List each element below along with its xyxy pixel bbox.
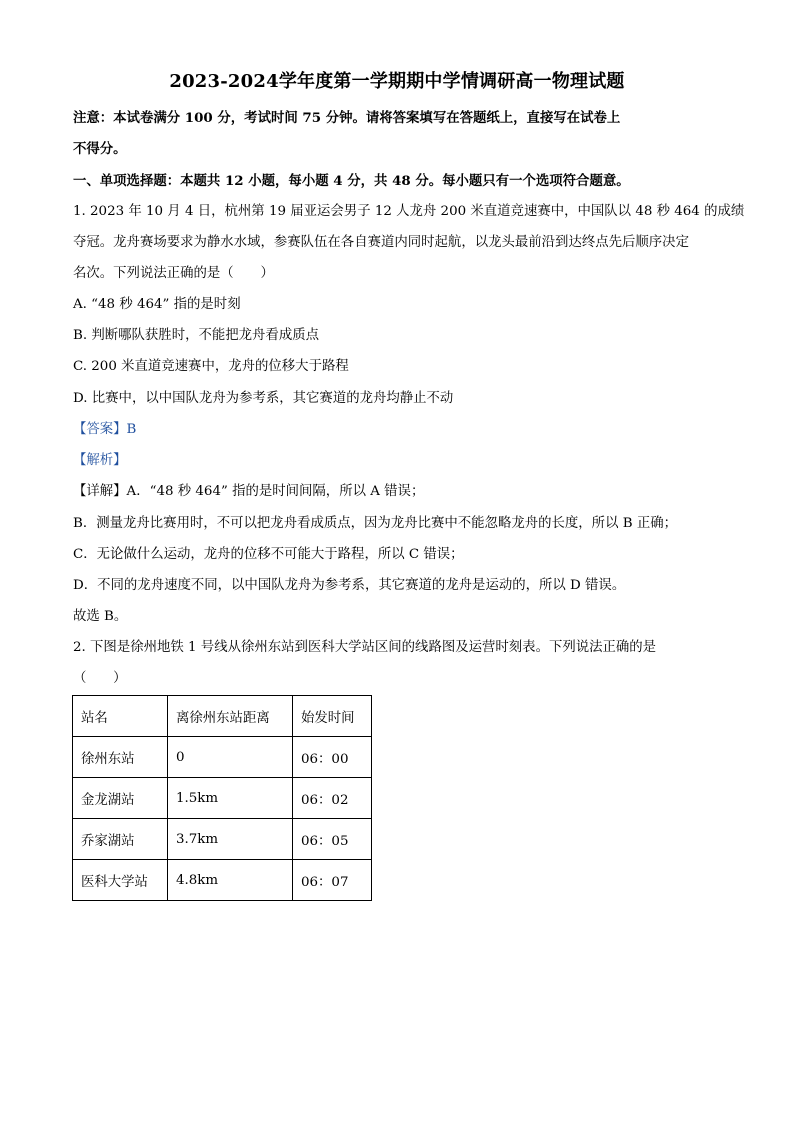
q2-stem-line-1: 2. 下图是徐州地铁 1 号线从徐州东站到医科大学站区间的线路图及运营时刻表。下列说法正确的是 bbox=[73, 640, 657, 655]
table-header-row bbox=[73, 696, 372, 737]
table-cell: 06：00 bbox=[293, 737, 372, 778]
q1-option-b: B. 判断哪队获胜时，不能把龙舟看成质点 bbox=[73, 328, 319, 343]
q1-analysis-label: 【解析】 bbox=[73, 453, 127, 468]
table-header-cell: 站名 bbox=[73, 696, 168, 737]
table-cell: 0 bbox=[168, 737, 293, 778]
q1-option-a: A. “48 秒 464” 指的是时刻 bbox=[73, 297, 241, 312]
table-cell: 乔家湖站 bbox=[73, 819, 168, 860]
table-row bbox=[73, 819, 372, 860]
subway-schedule-table bbox=[72, 695, 372, 901]
table-cell: 06：02 bbox=[293, 778, 372, 819]
q1-answer: 【答案】B bbox=[73, 422, 137, 437]
table-cell: 金龙湖站 bbox=[73, 778, 168, 819]
table-row bbox=[73, 778, 372, 819]
table-row bbox=[73, 737, 372, 778]
table-cell: 医科大学站 bbox=[73, 860, 168, 901]
table-cell: 3.7km bbox=[168, 819, 293, 860]
notice-line-1: 注意：本试卷满分 100 分，考试时间 75 分钟。请将答案填写在答题纸上，直接写在试卷上 bbox=[73, 110, 621, 126]
table-cell: 徐州东站 bbox=[73, 737, 168, 778]
q1-stem-line-3: 名次。下列说法正确的是（ ） bbox=[73, 266, 274, 281]
page-title: 2023-2024学年度第一学期期中学情调研高一物理试题 bbox=[169, 71, 625, 92]
table-header-cell: 离徐州东站距离 bbox=[168, 696, 293, 737]
table-header-cell: 始发时间 bbox=[293, 696, 372, 737]
q1-analysis-line-2: B．测量龙舟比赛用时，不可以把龙舟看成质点，因为龙舟比赛中不能忽略龙舟的长度，所以 B 正确； bbox=[73, 516, 677, 531]
section-heading: 一、单项选择题：本题共 12 小题，每小题 4 分，共 48 分。每小题只有一个选项符合题意。 bbox=[73, 173, 630, 189]
q1-stem-line-2: 夺冠。龙舟赛场要求为静水水域，参赛队伍在各自赛道内同时起航，以龙头最前沿到达终点先后顺序决定 bbox=[73, 235, 689, 250]
notice-line-2: 不得分。 bbox=[73, 141, 127, 157]
table-cell: 06：05 bbox=[293, 819, 372, 860]
q1-option-d: D. 比赛中，以中国队龙舟为参考系，其它赛道的龙舟均静止不动 bbox=[73, 391, 454, 406]
table-cell: 1.5km bbox=[168, 778, 293, 819]
q2-stem-line-2: （ ） bbox=[73, 671, 127, 686]
q1-analysis-line-5: 故选 B。 bbox=[73, 609, 128, 624]
table-row bbox=[73, 860, 372, 901]
q1-analysis-line-4: D．不同的龙舟速度不同，以中国队龙舟为参考系，其它赛道的龙舟是运动的，所以 D 错误。 bbox=[73, 578, 626, 593]
table-cell: 06：07 bbox=[293, 860, 372, 901]
q1-stem-line-1: 1. 2023 年 10 月 4 日，杭州第 19 届亚运会男子 12 人龙舟 200 米直道竞速赛中，中国队以 48 秒 464 的成绩 bbox=[73, 204, 745, 219]
q1-analysis-line-1: 【详解】A．“48 秒 464” 指的是时间间隔，所以 A 错误； bbox=[73, 484, 425, 499]
q1-option-c: C. 200 米直道竞速赛中，龙舟的位移大于路程 bbox=[73, 359, 349, 374]
table-cell: 4.8km bbox=[168, 860, 293, 901]
q1-analysis-line-3: C．无论做什么运动，龙舟的位移不可能大于路程，所以 C 错误； bbox=[73, 547, 464, 562]
